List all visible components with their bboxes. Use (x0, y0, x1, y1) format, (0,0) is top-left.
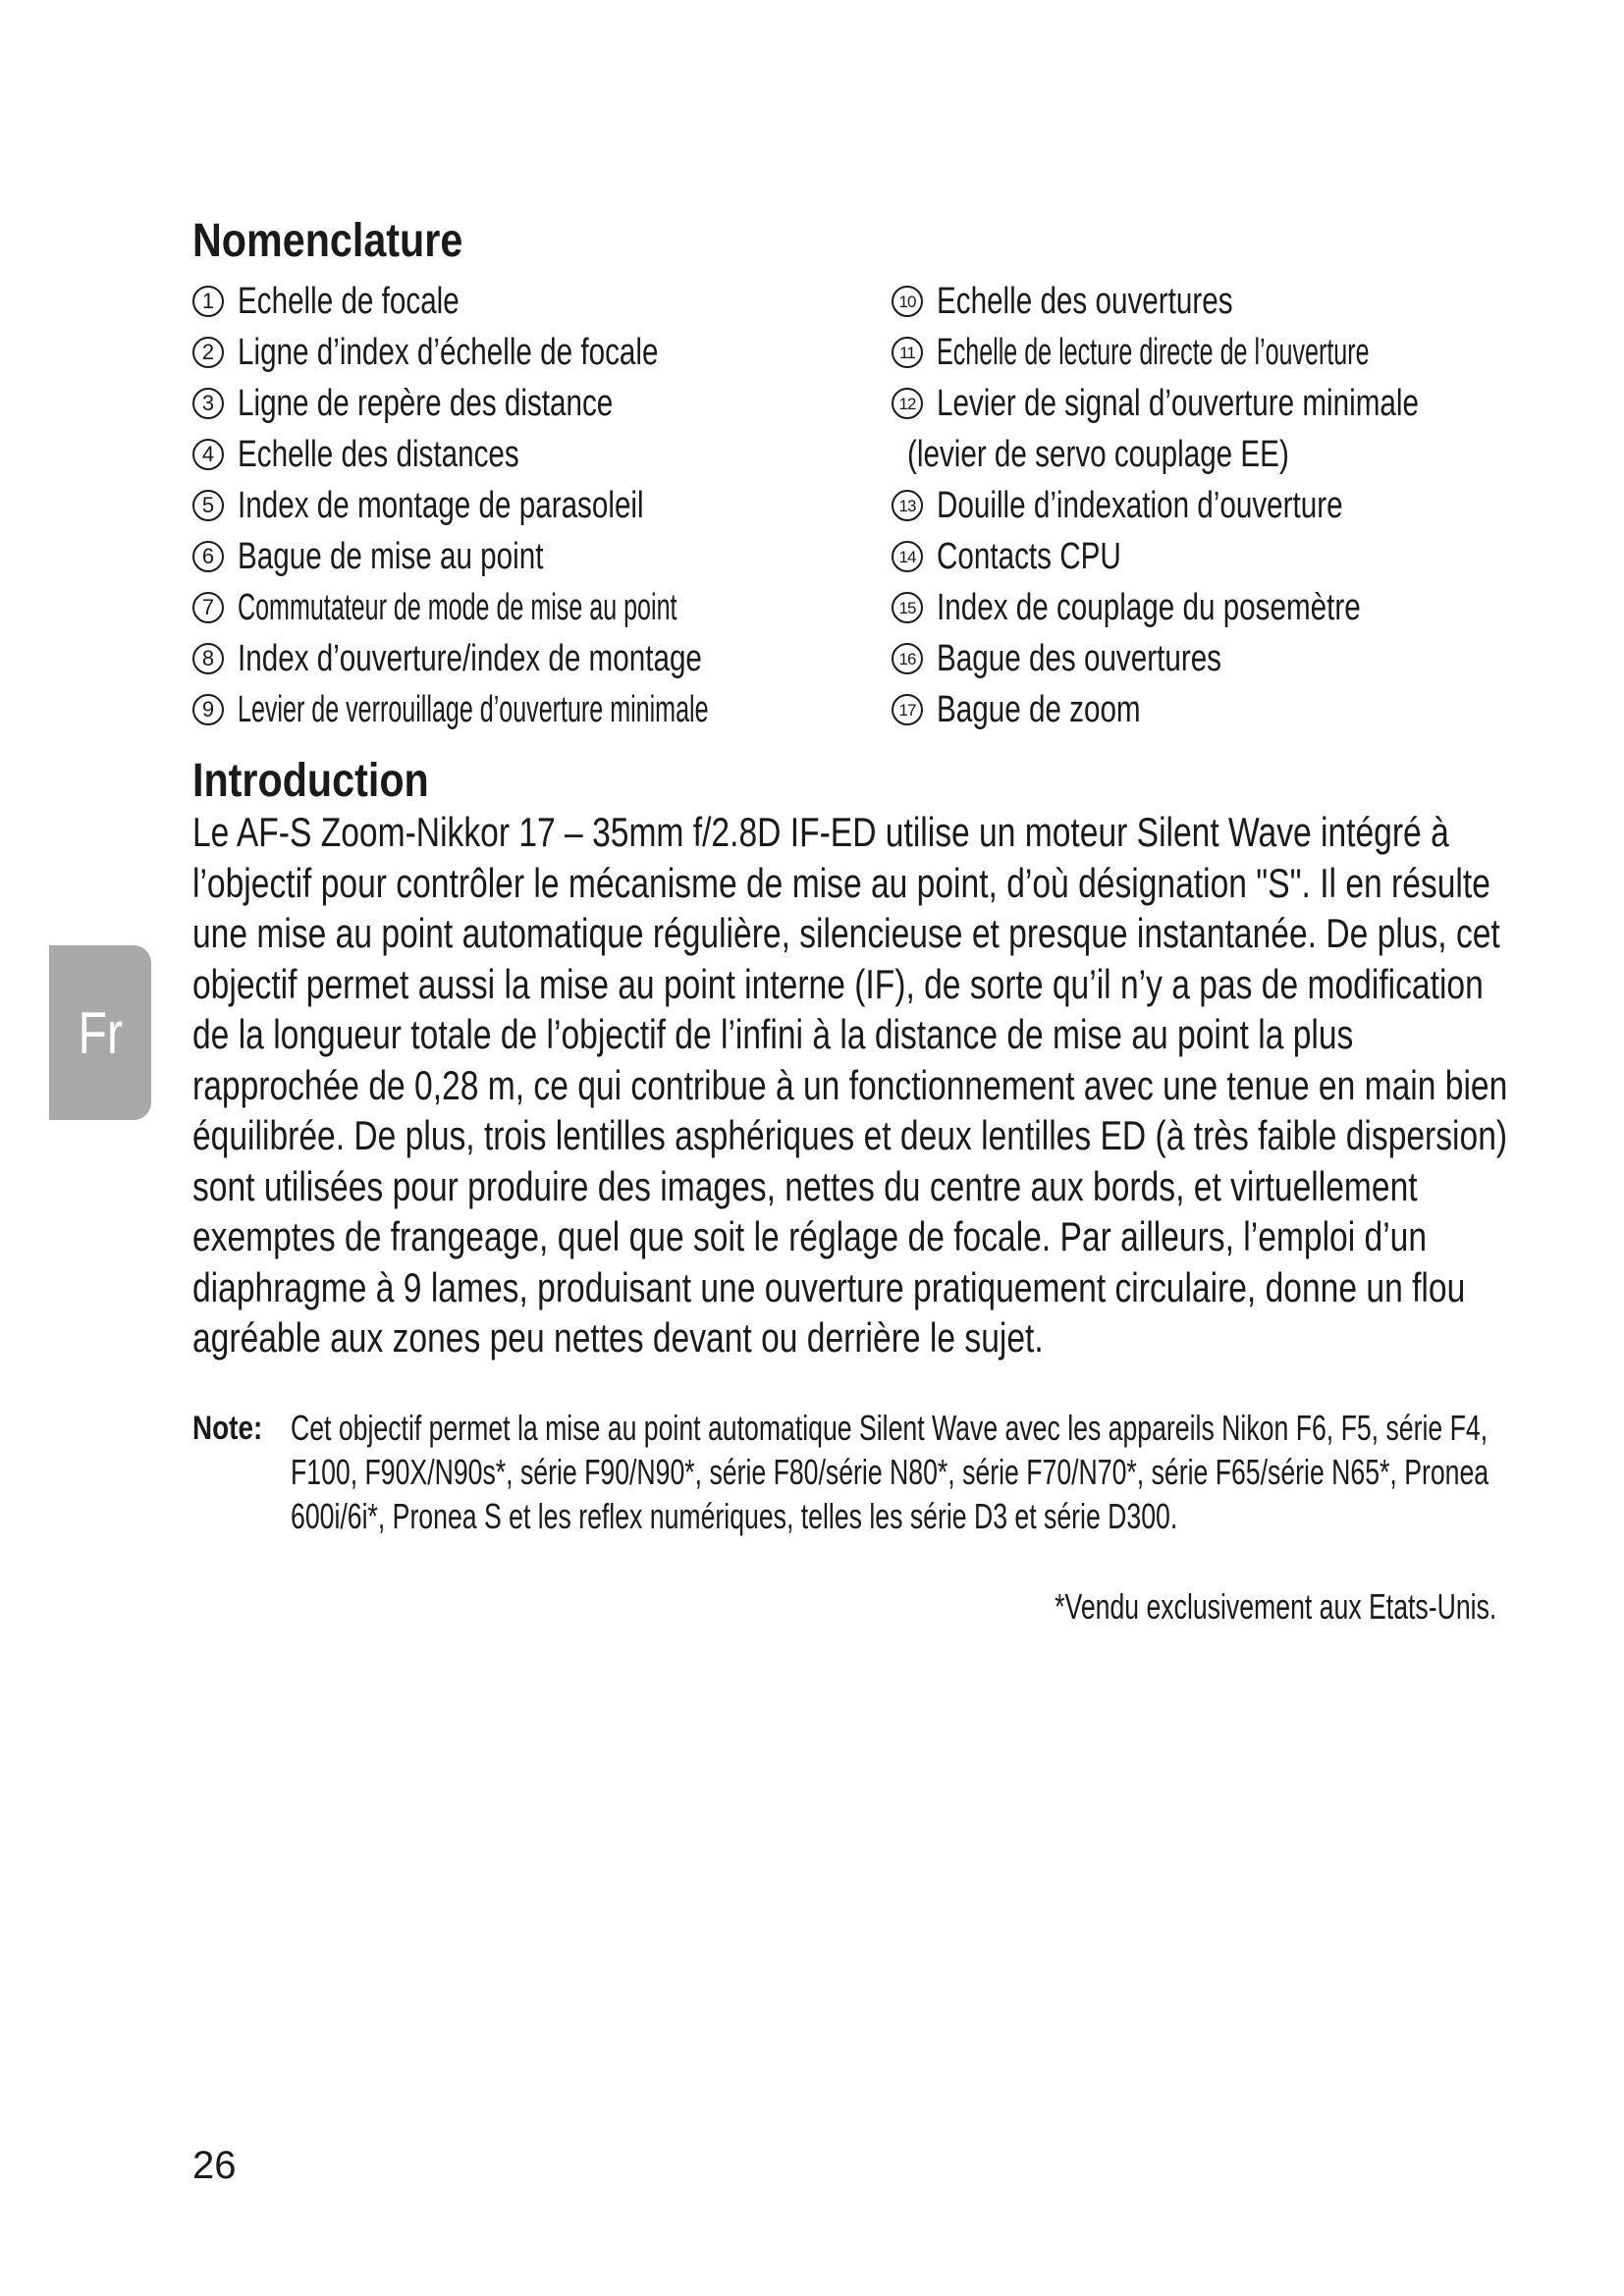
item-label: Echelle de focale (238, 281, 460, 322)
nomenclature-item (192, 684, 860, 735)
introduction-heading: Introduction (192, 755, 429, 807)
item-number-badge: 16 (892, 643, 923, 674)
nomenclature-item (892, 327, 1520, 378)
item-number-badge: 14 (892, 541, 923, 572)
item-number-badge: 2 (192, 337, 224, 368)
item-label: Echelle des distances (238, 434, 519, 475)
nomenclature-list-left (192, 276, 860, 735)
nomenclature-item (892, 480, 1520, 531)
item-label: (levier de servo couplage EE) (907, 434, 1289, 475)
nomenclature-item (192, 531, 860, 582)
item-number-badge: 8 (192, 643, 224, 674)
item-number-badge: 11 (892, 337, 923, 368)
nomenclature-item-continuation (892, 429, 1520, 480)
nomenclature-item (892, 582, 1520, 633)
nomenclature-item (192, 378, 860, 429)
language-tab (49, 945, 151, 1120)
item-number-badge: 15 (892, 592, 923, 623)
item-label: Ligne de repère des distance (238, 383, 614, 424)
note-text: Cet objectif permet la mise au point automatique Silent Wave avec les appareils Nikon F6, F5, série F4, F100, F90X/N90s*, série F90/N90*, série F80/série N80*, série F70/N70*, série F65/série N65*, Pronea 600i/6i*, Pronea S et les reflex numériques, telles les série D3 et série D300. (291, 1408, 1489, 1536)
nomenclature-item (192, 480, 860, 531)
item-label: Echelle des ouvertures (937, 281, 1233, 322)
item-label: Levier de signal d’ouverture minimale (937, 383, 1419, 424)
item-number-badge: 17 (892, 694, 923, 725)
item-number-badge: 7 (192, 592, 224, 623)
item-label: Bague des ouvertures (937, 638, 1222, 679)
page-number: 26 (192, 2144, 237, 2187)
item-label: Commutateur de mode de mise au point (238, 587, 677, 628)
item-label: Douille d’indexation d’ouverture (937, 485, 1343, 526)
note-label: Note: (192, 1410, 263, 1447)
item-label: Contacts CPU (937, 536, 1121, 577)
nomenclature-list-right (892, 276, 1520, 735)
item-number-badge: 9 (192, 694, 224, 725)
nomenclature-item (892, 531, 1520, 582)
nomenclature-item (892, 378, 1520, 429)
nomenclature-item (192, 633, 860, 684)
item-number-badge: 10 (892, 286, 923, 317)
item-number-badge: 3 (192, 388, 224, 419)
item-label: Index d’ouverture/index de montage (238, 638, 702, 679)
nomenclature-item (192, 429, 860, 480)
item-number-badge: 12 (892, 388, 923, 419)
nomenclature-item (892, 276, 1520, 327)
item-number-badge: 13 (892, 490, 923, 521)
item-number-badge: 5 (192, 490, 224, 521)
introduction-paragraph: Le AF-S Zoom-Nikkor 17 – 35mm f/2.8D IF-ED utilise un moteur Silent Wave intégré à l’objectif pour contrôler le mécanisme de mise au point, d’où désignation "S". Il en résulte une mise au point automatique régulière, silencieuse et presque instantanée. De plus, cet objectif permet aussi la mise au point interne (IF), de sorte qu’il n’y a pas de modification de la longueur totale de l’objectif de l’infini à la distance de mise au point la plus rapprochée de 0,28 m, ce qui contribue à un fonctionnement avec une tenue en main bien équilibrée. De plus, trois lentilles asphériques et deux lentilles ED (à très faible dispersion) sont utilisées pour produire des images, nettes du centre aux bords, et virtuellement exemptes de frangeage, quel que soit le réglage de focale. Par ailleurs, l’emploi d’un diaphragme à 9 lames, produisant une ouverture pratiquement circulaire, donne un flou agréable aux zones peu nettes devant ou derrière le sujet. (192, 809, 1508, 1361)
item-number-badge: 4 (192, 439, 224, 470)
nomenclature-item (892, 684, 1520, 735)
nomenclature-item (192, 582, 860, 633)
nomenclature-heading: Nomenclature (192, 215, 463, 267)
nomenclature-item (192, 276, 860, 327)
item-label: Ligne d’index d’échelle de focale (238, 332, 659, 373)
item-label: Bague de mise au point (238, 536, 544, 577)
item-label: Index de couplage du posemètre (937, 587, 1361, 628)
nomenclature-item (192, 327, 860, 378)
item-number-badge: 1 (192, 286, 224, 317)
item-label: Echelle de lecture directe de l’ouverture (937, 332, 1370, 373)
item-label: Bague de zoom (937, 689, 1141, 730)
item-label: Index de montage de parasoleil (238, 485, 644, 526)
item-number-badge: 6 (192, 541, 224, 572)
nomenclature-item (892, 633, 1520, 684)
footnote: *Vendu exclusivement aux Etats-Unis. (1054, 1586, 1496, 1627)
item-label: Levier de verrouillage d’ouverture minimale (238, 689, 709, 730)
language-tab-label: Fr (78, 999, 123, 1066)
